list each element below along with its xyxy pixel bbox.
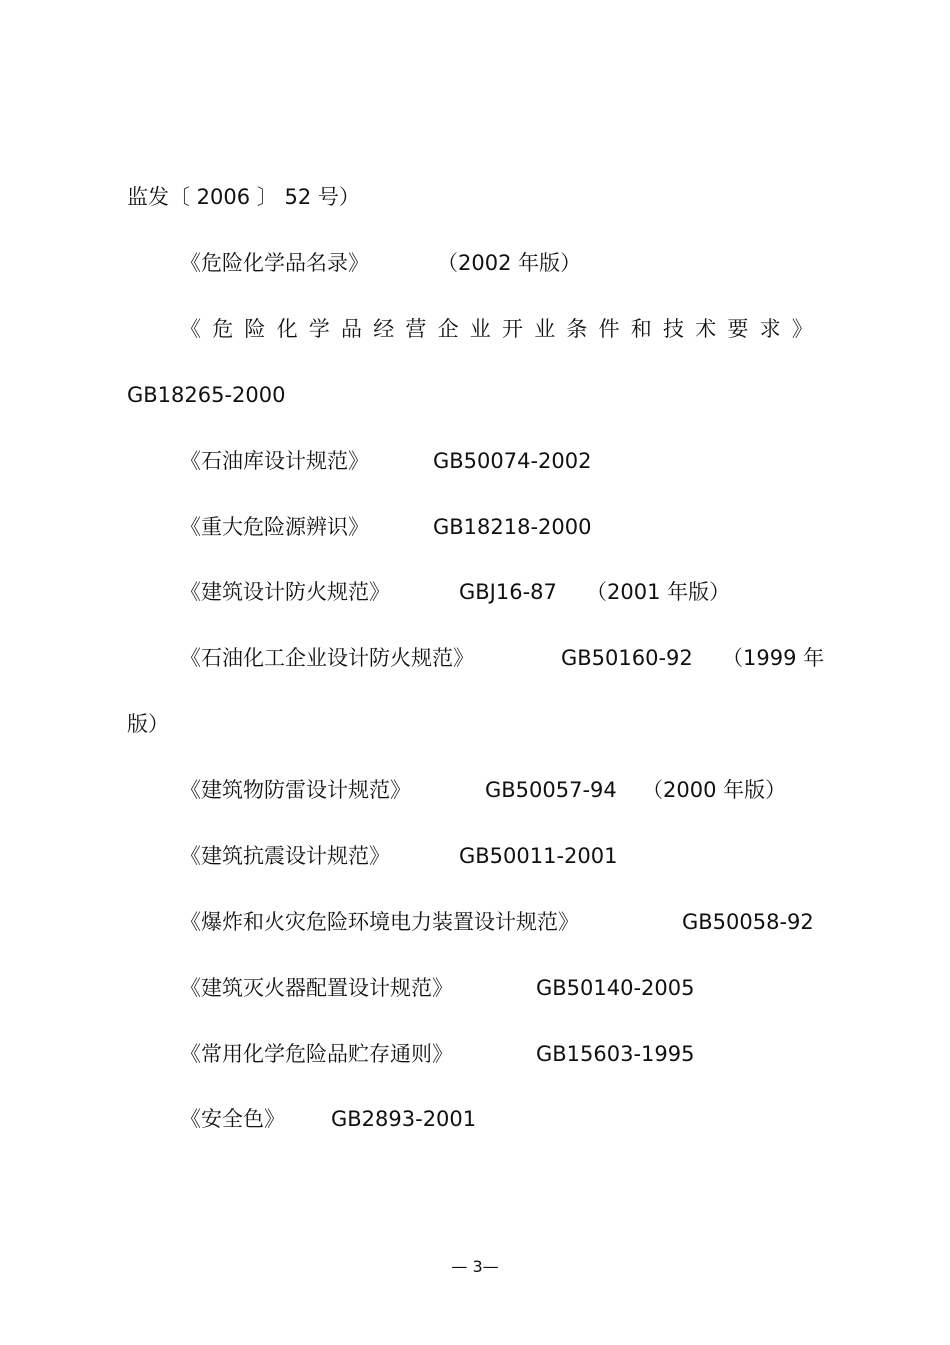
text-line-12: [180, 908, 579, 936]
standard-code-11: [459, 842, 618, 870]
standard-code: GB18265-2000: [127, 383, 286, 407]
standard-code-7: [459, 578, 557, 606]
standard-title: 《爆炸和火灾危险环境电力装置设计规范》: [180, 910, 579, 934]
standard-title: 《建筑抗震设计规范》: [180, 844, 390, 868]
standard-code-5: [433, 447, 592, 475]
standard-code: GB50160-92: [561, 646, 693, 670]
standard-code: GB18218-2000: [433, 515, 592, 539]
text-line-2: [180, 249, 369, 277]
text-line-8: [180, 644, 474, 672]
standard-code: GB50140-2005: [536, 976, 695, 1000]
standard-edition-8: [722, 644, 824, 672]
text-line-15: [180, 1105, 285, 1133]
standard-year-edition: [437, 249, 581, 277]
standard-title: 《危险化学品名录》: [180, 251, 369, 275]
text-line-11: [180, 842, 390, 870]
standard-code-10: [485, 776, 617, 804]
standard-code-12: [682, 908, 814, 936]
standard-code: GB50011-2001: [459, 844, 618, 868]
standard-code: GB50074-2002: [433, 449, 592, 473]
standard-code: GB2893-2001: [331, 1107, 477, 1131]
standard-code-6: [433, 513, 592, 541]
standard-edition-10: [642, 776, 786, 804]
standard-code: （2002 年版）: [437, 251, 582, 275]
standard-code: GB15603-1995: [536, 1042, 695, 1066]
page-number: — 3—: [451, 1257, 499, 1276]
standard-code-13: [536, 974, 695, 1002]
line-text: 版）: [127, 712, 169, 736]
text-line-6: [180, 513, 369, 541]
text-line-14: [180, 1040, 453, 1068]
standard-code: GB50057-94: [485, 778, 617, 802]
standard-title: 《重大危险源辨识》: [180, 515, 369, 539]
standard-edition: （2000 年版）: [642, 778, 787, 802]
standard-edition: （2001 年版）: [586, 580, 731, 604]
standard-edition: （1999 年: [722, 646, 825, 670]
text-line-9: [127, 710, 169, 738]
standard-code: GBJ16-87: [459, 580, 557, 604]
standard-code-15: [331, 1105, 476, 1133]
standard-edition-7: [586, 578, 730, 606]
text-line-13: [180, 974, 453, 1002]
standard-title: 《石油库设计规范》: [180, 449, 369, 473]
text-line-3: [180, 315, 824, 343]
standard-title: 《石油化工企业设计防火规范》: [180, 646, 474, 670]
standard-title: 《建筑灭火器配置设计规范》: [180, 976, 453, 1000]
text-line-4: [127, 381, 286, 409]
standard-title: 《危险化学品经营企业开业条件和技术要求》: [180, 317, 824, 341]
standard-title: 《建筑设计防火规范》: [180, 580, 390, 604]
standard-title: 《安全色》: [180, 1107, 285, 1131]
text-line-5: [180, 447, 369, 475]
standard-code-8: [561, 644, 693, 672]
line-text: 监发〔 2006 〕 52 号）: [127, 185, 360, 209]
text-line-7: [180, 578, 390, 606]
standard-title: 《建筑物防雷设计规范》: [180, 778, 411, 802]
text-line-1: [127, 183, 360, 211]
standard-code-14: [536, 1040, 695, 1068]
text-line-10: [180, 776, 411, 804]
standard-code: GB50058-92: [682, 910, 814, 934]
standard-title: 《常用化学危险品贮存通则》: [180, 1042, 453, 1066]
